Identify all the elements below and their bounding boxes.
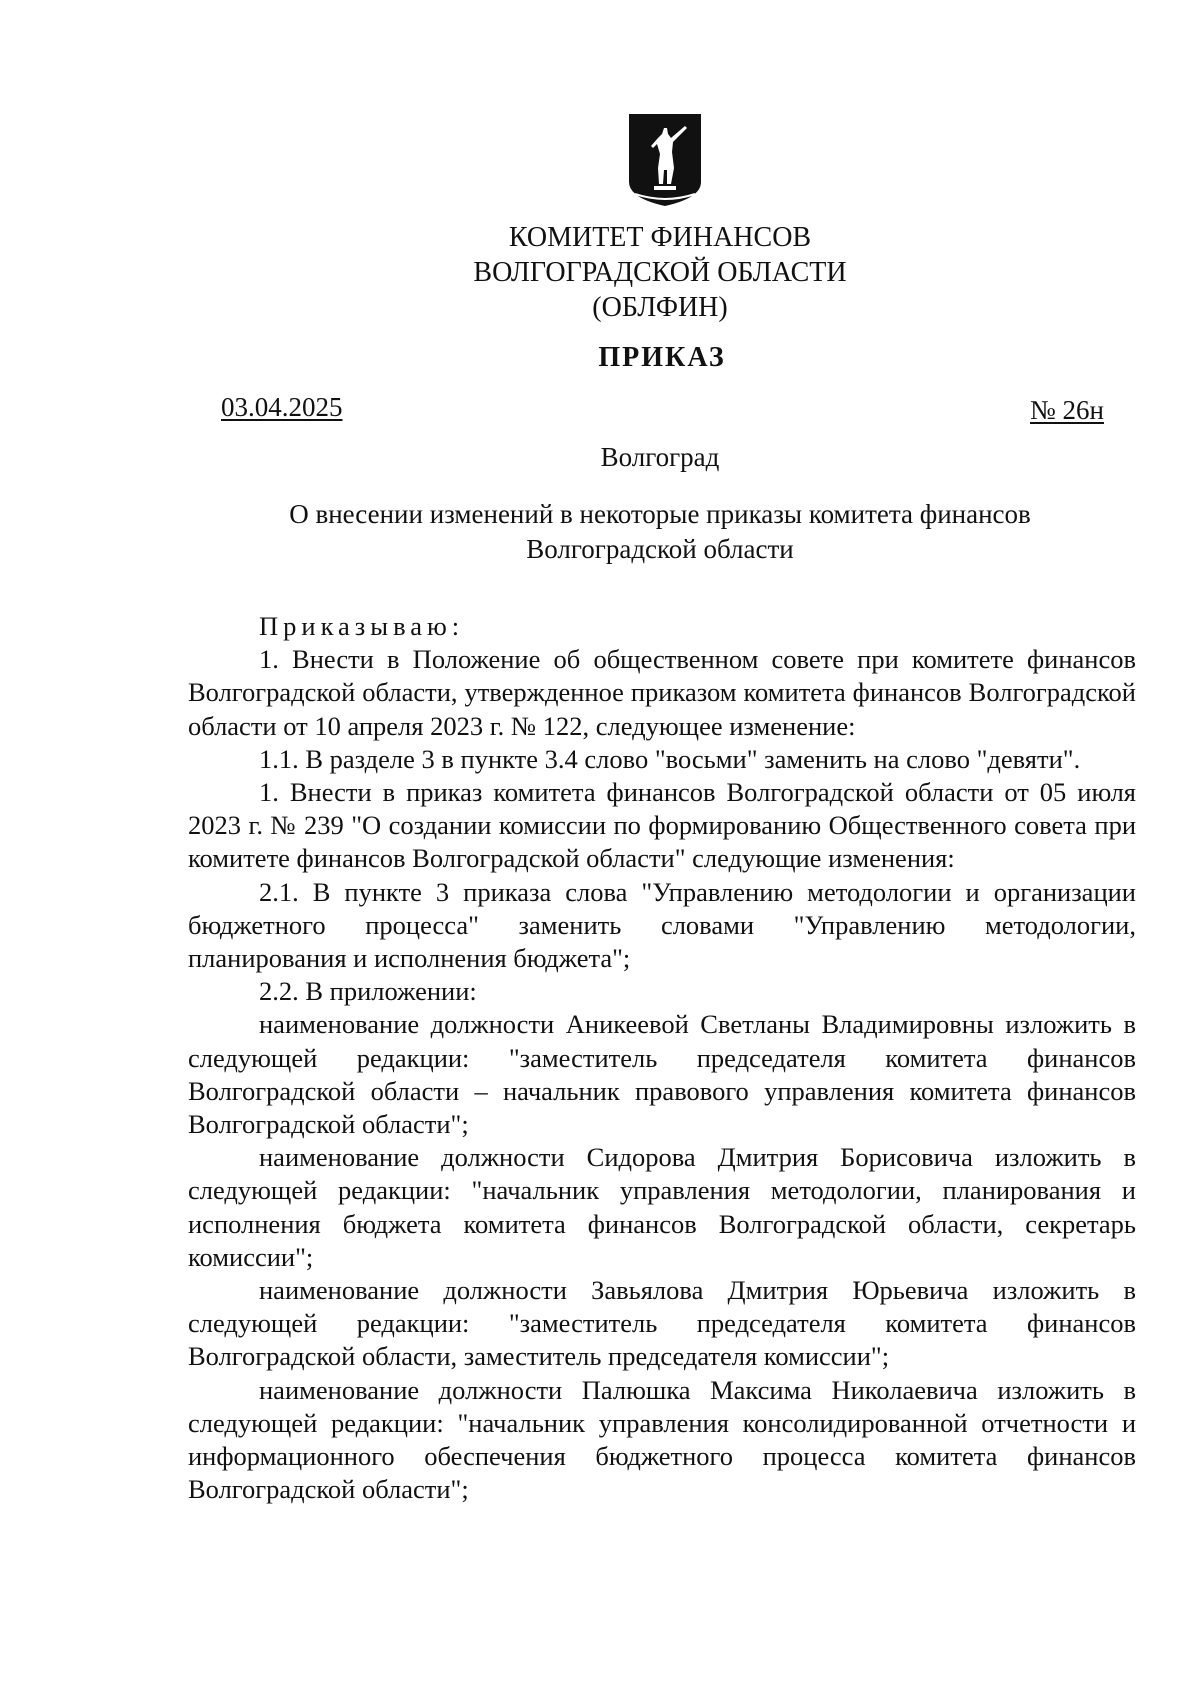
document-subject: О внесении изменений в некоторые приказы комитета финансов Волгоградской области <box>289 499 1031 564</box>
paragraph-2-1: 2.1. В пункте 3 приказа слова "Управлению методологии и организации бюджетного процесса" заменить словами "Управлению методологии, планирования и исполнения бюджета"; <box>188 876 1136 974</box>
document-type: ПРИКАЗ <box>598 342 726 373</box>
order-word: Приказываю: <box>259 611 465 641</box>
organization-abbreviation: (ОБЛФИН) <box>592 292 728 323</box>
volgograd-coat-of-arms-icon <box>627 112 703 208</box>
paragraph-2-2-c: наименование должности Завьялова Дмитрия Юрьевича изложить в следующей редакции: "заместитель председателя комитета финансов Волгоградской области, заместитель председателя комиссии"; <box>188 1275 1136 1372</box>
organization-name-line1: КОМИТЕТ ФИНАНСОВ <box>508 222 812 253</box>
paragraph-1: 1. Внести в Положение об общественном совете при комитете финансов Волгоградской области, утвержденное приказом комитета финансов Волгоградской области от 10 апреля 2023 г. № 122, следующее изменение: <box>188 644 1136 741</box>
paragraph-2-2: 2.2. В приложении: <box>259 976 477 1007</box>
paragraph-1-1: 1.1. В разделе 3 в пункте 3.4 слово "восьми" заменить на слово "девяти". <box>259 743 1081 774</box>
paragraph-2: 1. Внести в приказ комитета финансов Волгоградской области от 05 июля 2023 г. № 239 "О создании комиссии по формированию Общественного совета при комитете финансов Волгоградской области" следующие изменения: <box>188 777 1136 874</box>
document-city: Волгоград <box>600 442 720 472</box>
organization-name-line2: ВОЛГОГРАДСКОЙ ОБЛАСТИ <box>473 257 847 288</box>
paragraph-2-2-d: наименование должности Палюшка Максима Николаевича изложить в следующей редакции: "начальник управления консолидированной отчетности и информационного обеспечения бюджетного процесса комитета финансов Волгоградской области"; <box>188 1374 1136 1505</box>
document-number: № 26н <box>1030 395 1104 425</box>
paragraph-2-2-b: наименование должности Сидорова Дмитрия Борисовича изложить в следующей редакции: "начальник управления методологии, планирования и исполнения бюджета комитета финансов Волгоградской области, секретарь комиссии"; <box>188 1142 1136 1272</box>
document-body <box>188 610 1136 1506</box>
paragraph-2-2-a: наименование должности Аникеевой Светланы Владимировны изложить в следующей редакции: "заместитель председателя комитета финансов Волгоградской области – начальник правового управления комитета финансов Волгоградской области"; <box>188 1009 1136 1140</box>
document-date: 03.04.2025 <box>221 392 343 422</box>
